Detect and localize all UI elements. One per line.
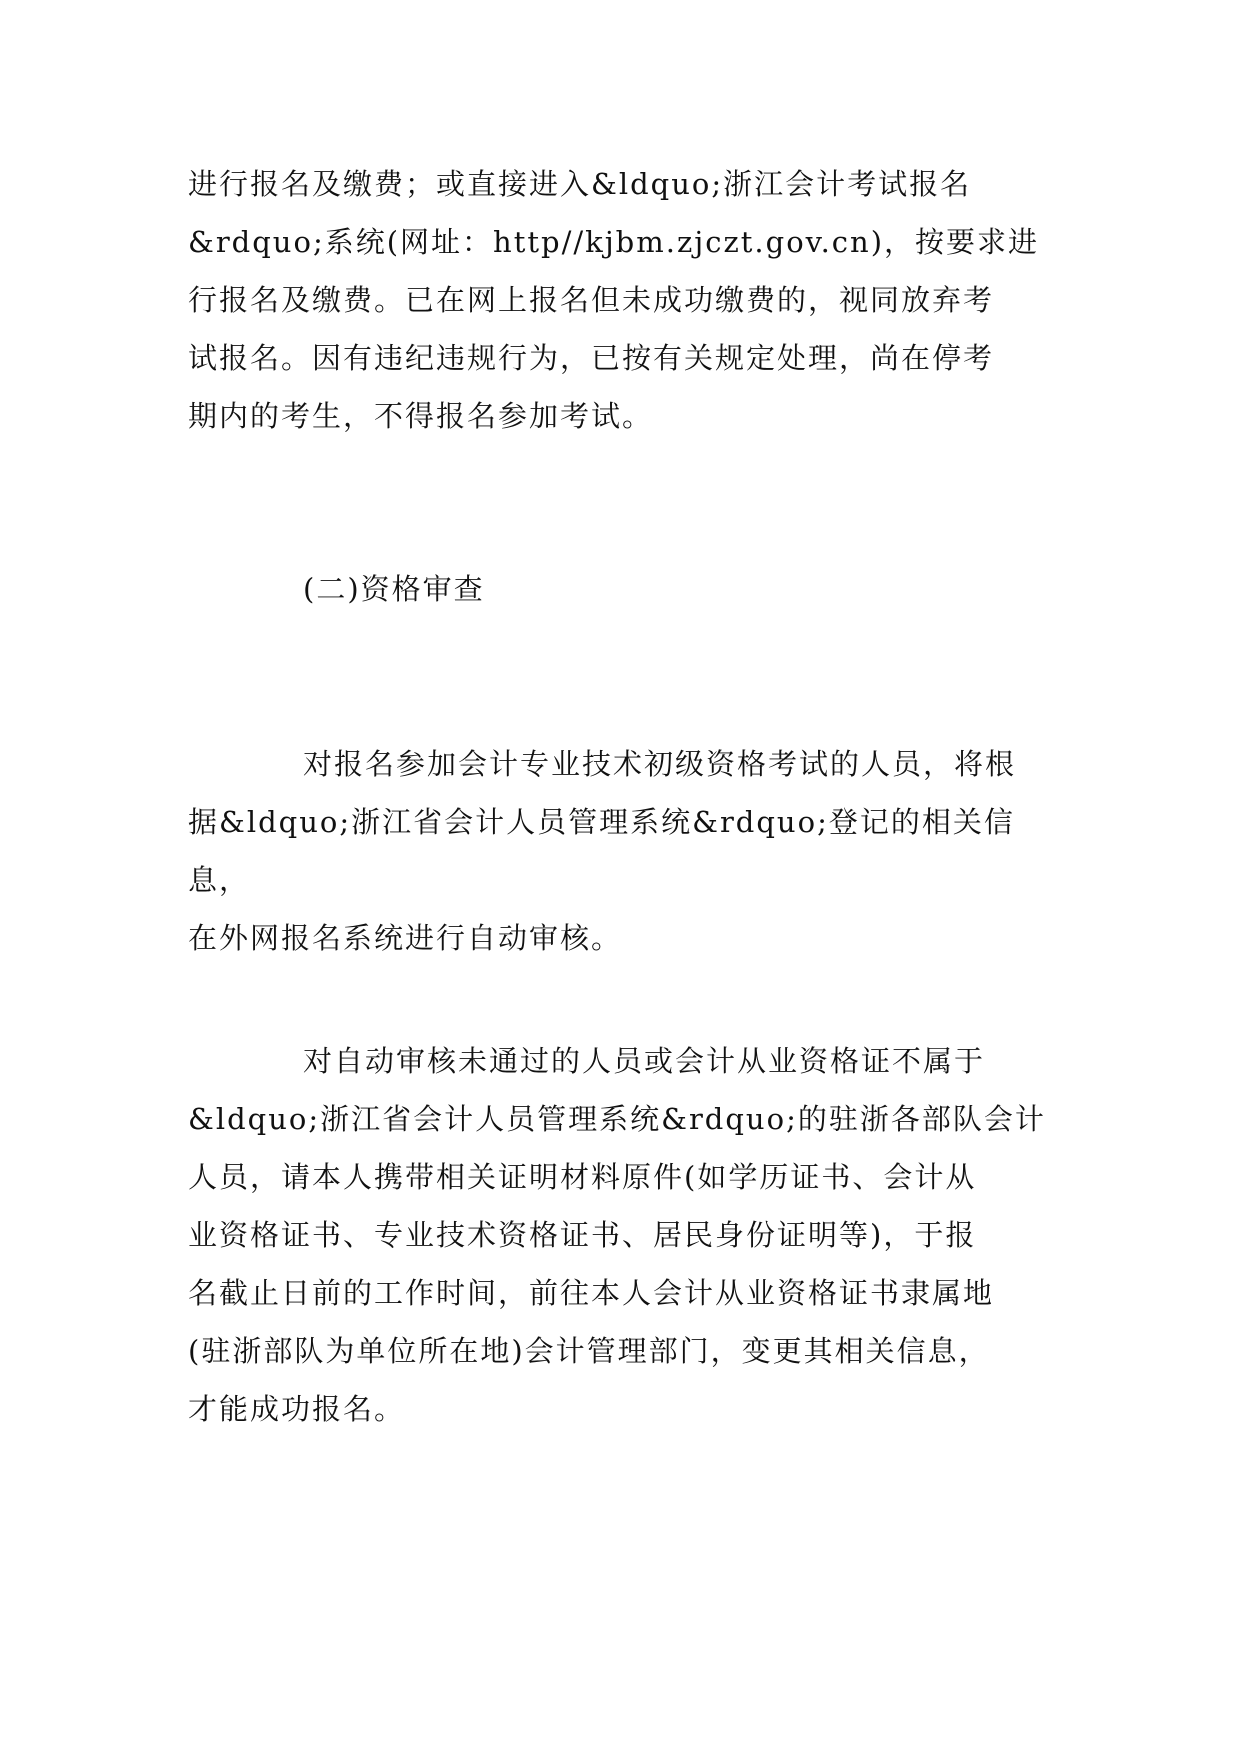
paragraph-registration: 进行报名及缴费；或直接进入&ldquo;浙江会计考试报名 &rdquo;系统(网址：http//kjbm.zjczt.gov.cn)，按要求进 行报名及缴费。已在网上报名但未成功缴费的，视同放弃考 试报名。因有违纪违规行为，已按有关规定处理，尚在停考 期内的考生，不得报名参加考试。 — [188, 167, 1040, 433]
section-heading-qualification-review: (二)资格审查 — [303, 572, 485, 606]
paragraph-auto-review: 对报名参加会计专业技术初级资格考试的人员，将根 据&ldquo;浙江省会计人员管理系统&rdquo;登记的相关信息， 在外网报名系统进行自动审核。 — [188, 747, 1017, 955]
paragraph-manual-review: 对自动审核未通过的人员或会计从业资格证不属于 &ldquo;浙江省会计人员管理系统&rdquo;的驻浙各部队会计 人员，请本人携带相关证明材料原件(如学历证书、会计从 业资格证书、专业技术资格证书、居民身份证明等)，于报 名截止日前的工作时间，前往本人会计从业资格证书隶属地 (驻浙部队为单位所在地)会计管理部门，变更其相关信息， 才能成功报名。 — [188, 1044, 1046, 1426]
